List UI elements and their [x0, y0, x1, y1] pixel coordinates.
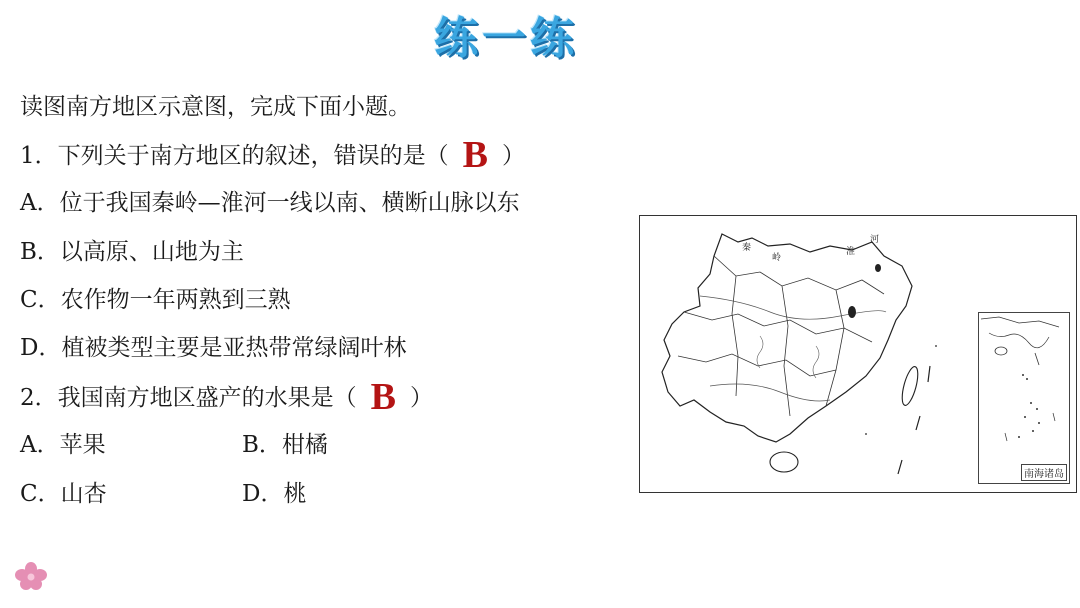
- q2-options-row-1: [20, 430, 328, 460]
- question-2: [20, 376, 433, 418]
- inset-label: 南海诸岛: [1021, 464, 1067, 481]
- question-2-close: ）: [410, 385, 433, 411]
- q1-option-d: D．植被类型主要是亚热带常绿阔叶林: [20, 335, 407, 361]
- intro-text: 读图南方地区示意图，完成下面小题。: [20, 94, 411, 120]
- inset-drawing: [979, 313, 1069, 483]
- q2-option-d: D．桃: [242, 481, 307, 507]
- question-1-answer: B: [462, 134, 488, 176]
- q2-option-c: C．山杏: [20, 481, 107, 507]
- question-1: [20, 134, 525, 176]
- q1-option-c: C．农作物一年两熟到三熟: [20, 287, 291, 313]
- q1-option-a: A．位于我国秦岭—淮河一线以南、横断山脉以东: [20, 190, 520, 216]
- q2-options-row-2: [20, 479, 307, 509]
- south-china-sea-inset: [978, 312, 1070, 484]
- flower-decoration-icon: [14, 560, 48, 592]
- map-label-he: 河: [870, 235, 880, 245]
- question-1-stem: 1．下列关于南方地区的叙述，错误的是（: [20, 143, 449, 169]
- map-label-qin: 秦: [742, 243, 752, 253]
- question-2-answer: B: [370, 376, 396, 418]
- question-1-close: ）: [502, 143, 525, 169]
- southern-region-map: [639, 215, 1077, 493]
- q2-option-a: A．苹果: [20, 432, 106, 458]
- map-label-ling: 岭: [772, 253, 782, 263]
- map-label-huai: 淮: [846, 247, 856, 257]
- q2-option-b: B．柑橘: [242, 432, 328, 458]
- page-title: 练一练: [434, 13, 578, 64]
- question-2-stem: 2．我国南方地区盛产的水果是（: [20, 385, 357, 411]
- q1-option-b: B．以高原、山地为主: [20, 239, 244, 265]
